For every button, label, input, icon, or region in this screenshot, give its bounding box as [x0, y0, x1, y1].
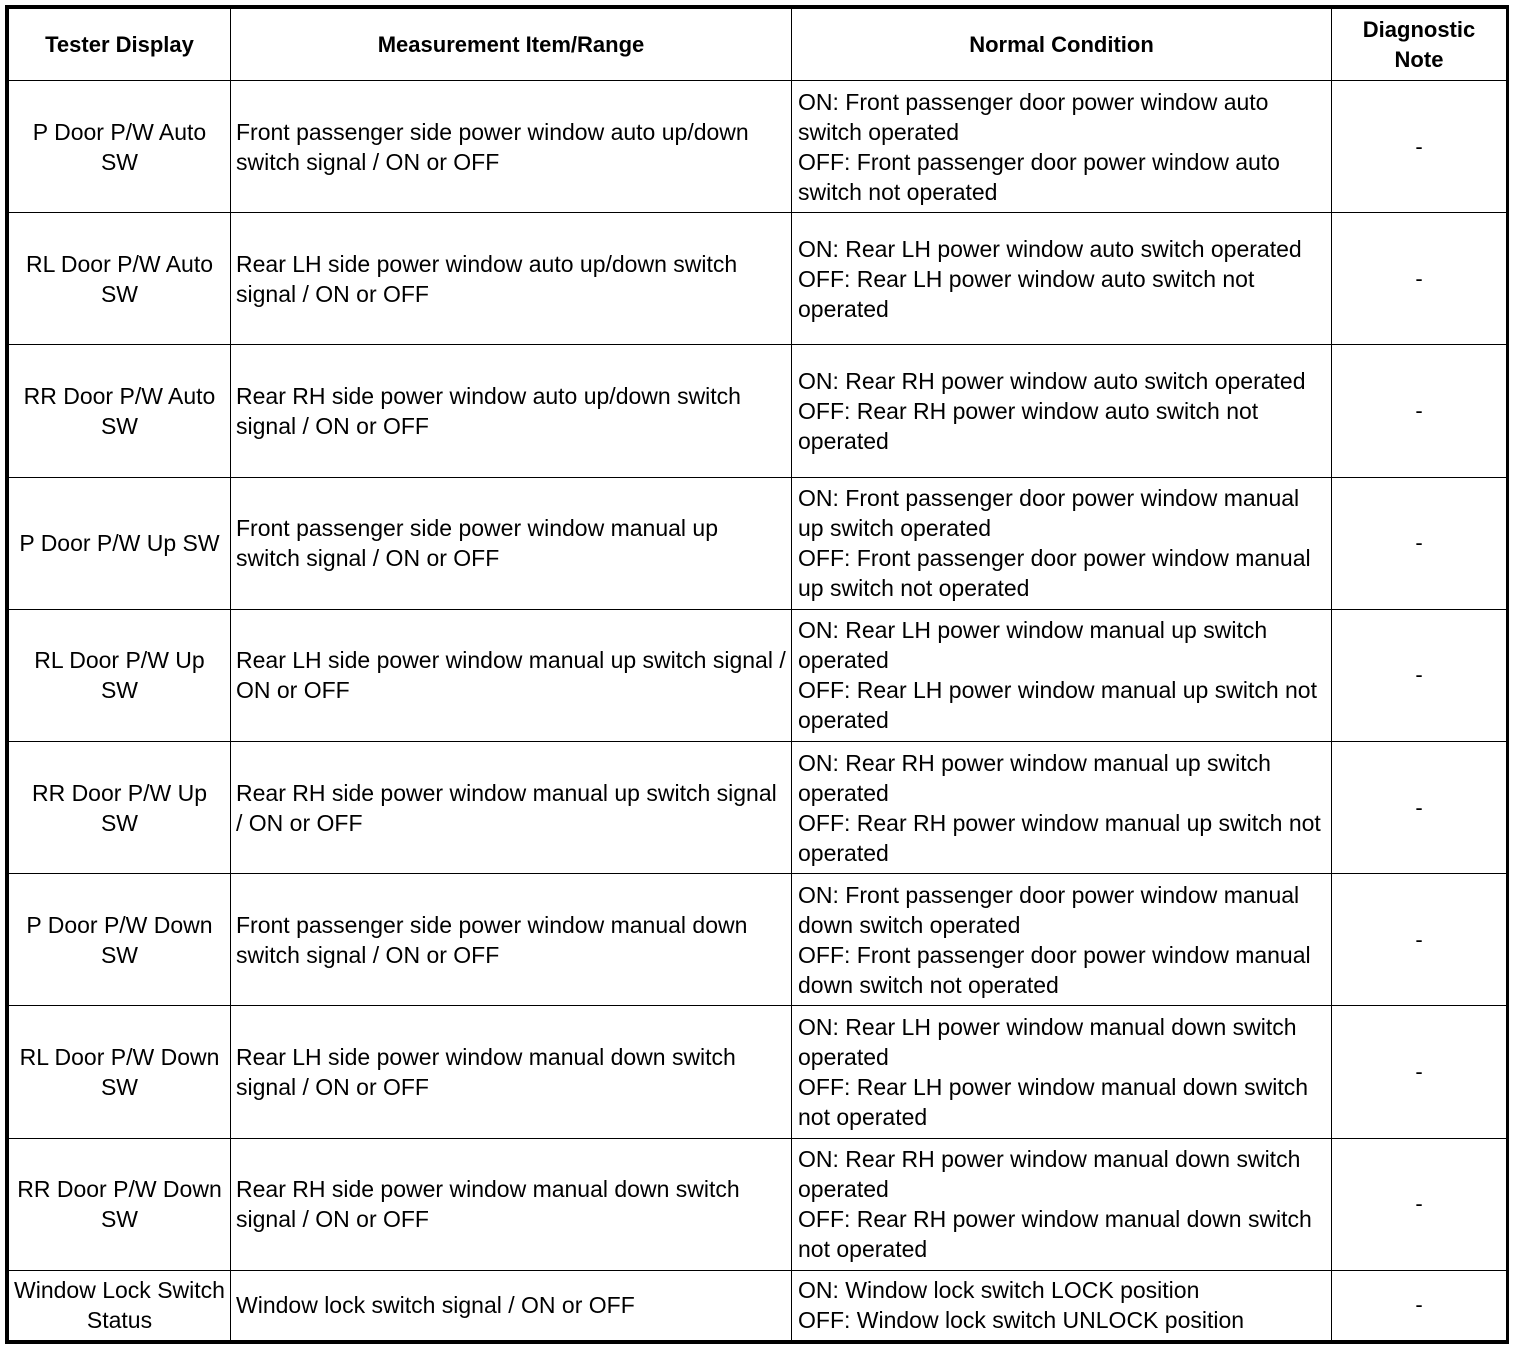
diagnostic-note-cell: - — [1332, 477, 1507, 609]
table-row — [9, 742, 1507, 874]
normal-on-text: ON: Rear RH power window auto switch operated — [798, 368, 1306, 394]
tester-display-cell: RR Door P/W Down SW — [9, 1138, 231, 1270]
header-normal-condition: Normal Condition — [792, 9, 1332, 81]
tester-display-cell: RR Door P/W Up SW — [9, 742, 231, 874]
normal-off-text: OFF: Rear LH power window manual down switch not operated — [798, 1074, 1309, 1131]
diagnostic-note-cell: - — [1332, 742, 1507, 874]
table-row — [9, 1006, 1507, 1138]
normal-off-text: OFF: Rear RH power window manual down switch not operated — [798, 1206, 1312, 1263]
normal-condition-cell — [792, 609, 1332, 741]
measurement-cell: Rear LH side power window auto up/down switch signal / ON or OFF — [231, 213, 792, 345]
normal-on-text: ON: Front passenger door power window manual down switch operated — [798, 881, 1300, 938]
table-row — [9, 213, 1507, 345]
measurement-cell: Rear RH side power window manual down switch signal / ON or OFF — [231, 1138, 792, 1270]
normal-on-text: ON: Front passenger door power window manual up switch operated — [798, 485, 1300, 542]
diagnostic-table-container — [5, 5, 1509, 1344]
header-diagnostic-note: Diagnostic Note — [1332, 9, 1507, 81]
diagnostic-note-cell: - — [1332, 1270, 1507, 1340]
normal-on-text: ON: Rear LH power window auto switch operated — [798, 235, 1302, 262]
normal-on-text: ON: Window lock switch LOCK position — [798, 1277, 1200, 1304]
normal-condition-cell — [792, 1270, 1332, 1340]
normal-condition-cell — [792, 1138, 1332, 1270]
table-row — [9, 609, 1507, 741]
tester-display-cell: P Door P/W Auto SW — [9, 81, 231, 213]
header-measurement: Measurement Item/Range — [231, 9, 792, 81]
normal-off-text: OFF: Window lock switch UNLOCK position — [798, 1307, 1245, 1334]
normal-condition-cell — [792, 742, 1332, 874]
tester-display-cell: Window Lock Switch Status — [9, 1270, 231, 1340]
measurement-cell: Rear RH side power window manual up switch signal / ON or OFF — [231, 742, 792, 874]
diagnostic-note-cell: - — [1332, 345, 1507, 477]
normal-condition-cell — [792, 345, 1332, 477]
normal-off-text: OFF: Front passenger door power window manual down switch not operated — [798, 941, 1311, 998]
normal-off-text: OFF: Rear RH power window auto switch not operated — [798, 398, 1259, 454]
diagnostic-note-cell: - — [1332, 1006, 1507, 1138]
measurement-cell: Front passenger side power window manual up switch signal / ON or OFF — [231, 477, 792, 609]
table-row — [9, 81, 1507, 213]
normal-off-text: OFF: Front passenger door power window auto switch not operated — [798, 148, 1280, 205]
normal-on-text: ON: Rear RH power window manual down switch operated — [798, 1146, 1301, 1203]
header-tester-display: Tester Display — [9, 9, 231, 81]
table-header-row — [9, 9, 1507, 81]
tester-display-cell: P Door P/W Down SW — [9, 874, 231, 1006]
diagnostic-note-cell: - — [1332, 213, 1507, 345]
diagnostic-note-cell: - — [1332, 874, 1507, 1006]
normal-on-text: ON: Rear LH power window manual up switch operated — [798, 617, 1268, 674]
diagnostic-note-cell: - — [1332, 81, 1507, 213]
normal-on-text: ON: Front passenger door power window auto switch operated — [798, 88, 1269, 145]
table-row — [9, 1270, 1507, 1340]
normal-on-text: ON: Rear RH power window manual up switch operated — [798, 749, 1271, 806]
normal-condition-cell — [792, 213, 1332, 345]
normal-off-text: OFF: Rear LH power window manual up switch not operated — [798, 677, 1317, 734]
measurement-cell: Rear RH side power window auto up/down switch signal / ON or OFF — [231, 345, 792, 477]
normal-condition-cell — [792, 874, 1332, 1006]
tester-display-cell: RL Door P/W Up SW — [9, 609, 231, 741]
measurement-cell: Rear LH side power window manual down switch signal / ON or OFF — [231, 1006, 792, 1138]
measurement-cell: Front passenger side power window manual down switch signal / ON or OFF — [231, 874, 792, 1006]
tester-display-cell: P Door P/W Up SW — [9, 477, 231, 609]
table-row — [9, 874, 1507, 1006]
normal-off-text: OFF: Rear LH power window auto switch not operated — [798, 265, 1255, 322]
tester-display-cell: RL Door P/W Down SW — [9, 1006, 231, 1138]
normal-off-text: OFF: Front passenger door power window manual up switch not operated — [798, 545, 1311, 602]
diagnostic-table — [8, 8, 1507, 1341]
table-row — [9, 345, 1507, 477]
diagnostic-note-cell: - — [1332, 609, 1507, 741]
normal-on-text: ON: Rear LH power window manual down switch operated — [798, 1014, 1297, 1071]
measurement-cell: Window lock switch signal / ON or OFF — [231, 1270, 792, 1340]
measurement-cell: Front passenger side power window auto up/down switch signal / ON or OFF — [231, 81, 792, 213]
normal-condition-cell — [792, 477, 1332, 609]
normal-off-text: OFF: Rear RH power window manual up switch not operated — [798, 809, 1321, 866]
table-row — [9, 1138, 1507, 1270]
measurement-cell: Rear LH side power window manual up switch signal / ON or OFF — [231, 609, 792, 741]
normal-condition-cell — [792, 81, 1332, 213]
tester-display-cell: RL Door P/W Auto SW — [9, 213, 231, 345]
table-row — [9, 477, 1507, 609]
normal-condition-cell — [792, 1006, 1332, 1138]
diagnostic-note-cell: - — [1332, 1138, 1507, 1270]
tester-display-cell: RR Door P/W Auto SW — [9, 345, 231, 477]
